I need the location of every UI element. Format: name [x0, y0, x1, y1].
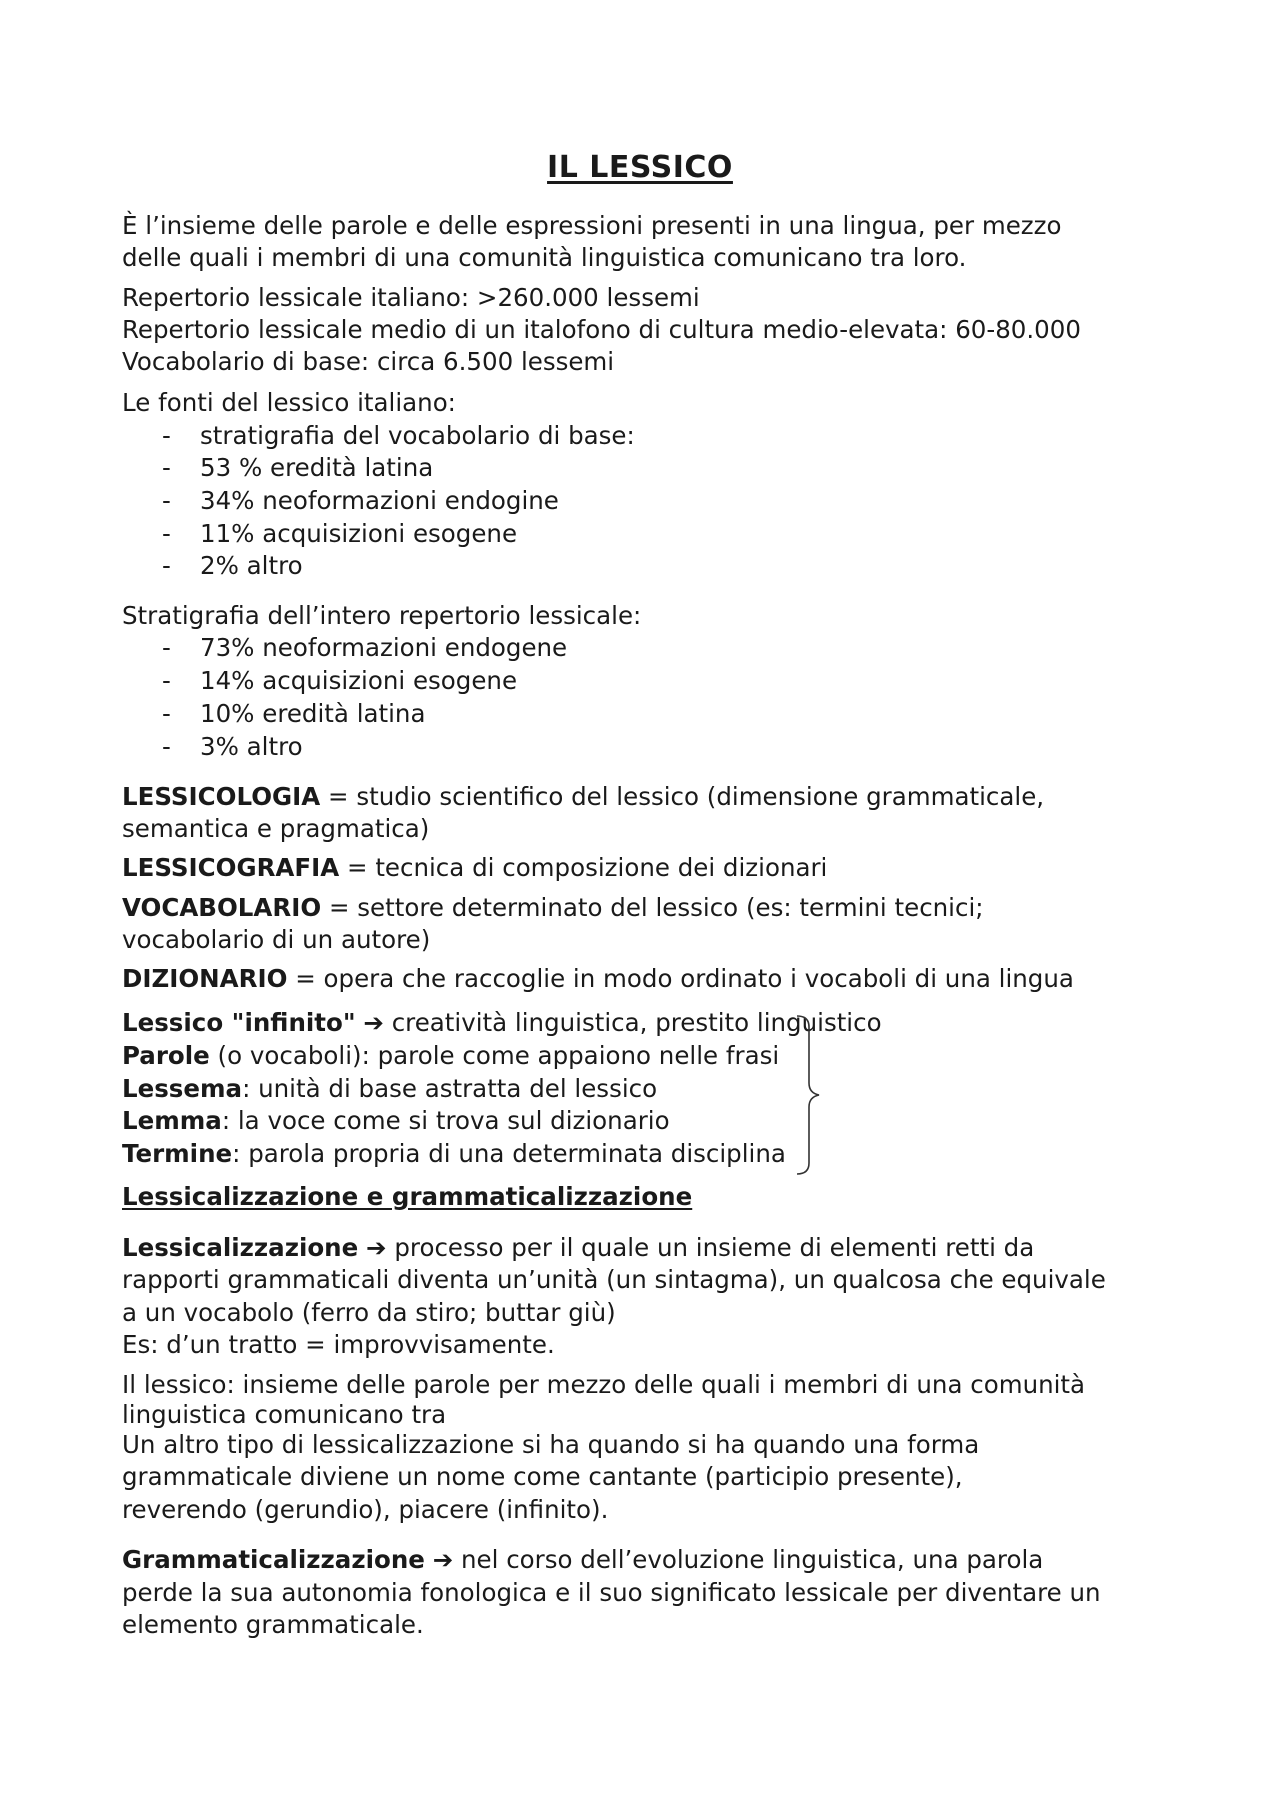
definition-vocabolario-cont: vocabolario di un autore): [122, 925, 431, 954]
definition-text: = studio scientifico del lessico (dimensione grammaticale,: [320, 782, 1045, 811]
paragraph-line-5: reverendo (gerundio), piacere (infinito).: [122, 1495, 609, 1524]
list-dash: -: [162, 699, 171, 728]
term-label: Lessema: [122, 1074, 243, 1103]
paragraph-line-2: linguistica comunicano tra: [122, 1400, 447, 1429]
term-termine: [122, 1137, 786, 1170]
stratigrafia-item: 3% altro: [200, 732, 303, 761]
term-text: : la voce come si trova sul dizionario: [221, 1106, 670, 1135]
fonti-item: stratigrafia del vocabolario di base:: [200, 421, 635, 450]
paragraph-line-1: Il lessico: insieme delle parole per mezzo delle quali i membri di una comunità: [122, 1370, 1086, 1399]
stratigrafia-heading: Stratigrafia dell’intero repertorio lessicale:: [122, 601, 642, 630]
term-lemma: [122, 1104, 670, 1137]
term-text: (o vocaboli): parole come appaiono nelle frasi: [209, 1041, 780, 1070]
list-dash: -: [162, 633, 171, 662]
definition-text: = opera che raccoglie in modo ordinato i vocaboli di una lingua: [287, 964, 1074, 993]
term-lessema: [122, 1072, 657, 1105]
section-heading: [122, 1180, 692, 1213]
definition-term: VOCABOLARIO: [122, 893, 322, 922]
lessicalizzazione-line-3: a un vocabolo (ferro da stiro; buttar giù): [122, 1298, 616, 1327]
arrow-icon: ➔: [363, 1008, 384, 1037]
definition-lessicografia: [122, 851, 827, 884]
definition-text: = tecnica di composizione dei dizionari: [339, 853, 828, 882]
term-label: Parole: [122, 1041, 210, 1070]
section-heading-text: Lessicalizzazione e grammaticalizzazione: [122, 1182, 693, 1211]
term-label: Lessico "infinito": [122, 1008, 356, 1037]
list-dash: -: [162, 453, 171, 482]
list-dash: -: [162, 421, 171, 450]
definition-lessicologia-cont: semantica e pragmatica): [122, 814, 430, 843]
fonti-item: 11% acquisizioni esogene: [200, 519, 518, 548]
grammaticalizzazione-line-3: elemento grammaticale.: [122, 1610, 424, 1639]
intro-line-1: È l’insieme delle parole e delle espressioni presenti in una lingua, per mezzo: [122, 211, 1062, 240]
definition-vocabolario: [122, 891, 984, 924]
definition-dizionario: [122, 962, 1074, 995]
paragraph-line-4: grammaticale diviene un nome come cantante (participio presente),: [122, 1462, 963, 1491]
term-text: : unità di base astratta del lessico: [242, 1074, 658, 1103]
lessicalizzazione-line-1: [122, 1231, 1034, 1264]
fonti-item: 2% altro: [200, 551, 303, 580]
grammaticalizzazione-term: Grammaticalizzazione: [122, 1545, 425, 1574]
definition-term: DIZIONARIO: [122, 964, 288, 993]
list-dash: -: [162, 551, 171, 580]
term-parole: [122, 1039, 779, 1072]
fonti-heading: Le fonti del lessico italiano:: [122, 388, 456, 417]
fonti-item: 34% neoformazioni endogine: [200, 486, 559, 515]
list-dash: -: [162, 666, 171, 695]
page-title: IL LESSICO: [547, 150, 733, 185]
lessicalizzazione-term: Lessicalizzazione: [122, 1233, 359, 1262]
term-label: Termine: [122, 1139, 233, 1168]
definition-lessicologia: [122, 780, 1044, 813]
list-dash: -: [162, 519, 171, 548]
repertorio-line-2: Repertorio lessicale medio di un italofono di cultura medio-elevata: 60-80.000: [122, 315, 1081, 344]
term-text: creatività linguistica, prestito linguistico: [383, 1008, 882, 1037]
lessicalizzazione-line-4: Es: d’un tratto = improvvisamente.: [122, 1330, 555, 1359]
grammaticalizzazione-line-2: perde la sua autonomia fonologica e il suo significato lessicale per diventare un: [122, 1578, 1101, 1607]
definition-term: LESSICOLOGIA: [122, 782, 321, 811]
lessicalizzazione-text: processo per il quale un insieme di elementi retti da: [386, 1233, 1035, 1262]
intro-line-2: delle quali i membri di una comunità linguistica comunicano tra loro.: [122, 243, 967, 272]
curly-brace-icon: [795, 1015, 831, 1175]
grammaticalizzazione-text: nel corso dell’evoluzione linguistica, una parola: [453, 1545, 1044, 1574]
arrow-icon: ➔: [432, 1545, 454, 1574]
list-dash: -: [162, 486, 171, 515]
repertorio-line-1: Repertorio lessicale italiano: >260.000 lessemi: [122, 283, 700, 312]
fonti-item: 53 % eredità latina: [200, 453, 434, 482]
term-lessico: [122, 1006, 882, 1039]
paragraph-line-3: Un altro tipo di lessicalizzazione si ha quando si ha quando una forma: [122, 1430, 980, 1459]
list-dash: -: [162, 732, 171, 761]
definition-term: LESSICOGRAFIA: [122, 853, 340, 882]
lessicalizzazione-line-2: rapporti grammaticali diventa un’unità (un sintagma), un qualcosa che equivale: [122, 1265, 1106, 1294]
grammaticalizzazione-line-1: [122, 1543, 1043, 1576]
term-label: Lemma: [122, 1106, 222, 1135]
stratigrafia-item: 14% acquisizioni esogene: [200, 666, 518, 695]
arrow-icon: ➔: [366, 1233, 387, 1262]
stratigrafia-item: 10% eredità latina: [200, 699, 426, 728]
definition-text: = settore determinato del lessico (es: termini tecnici;: [321, 893, 984, 922]
repertorio-line-3: Vocabolario di base: circa 6.500 lessemi: [122, 347, 615, 376]
stratigrafia-item: 73% neoformazioni endogene: [200, 633, 568, 662]
term-text: : parola propria di una determinata disciplina: [232, 1139, 786, 1168]
